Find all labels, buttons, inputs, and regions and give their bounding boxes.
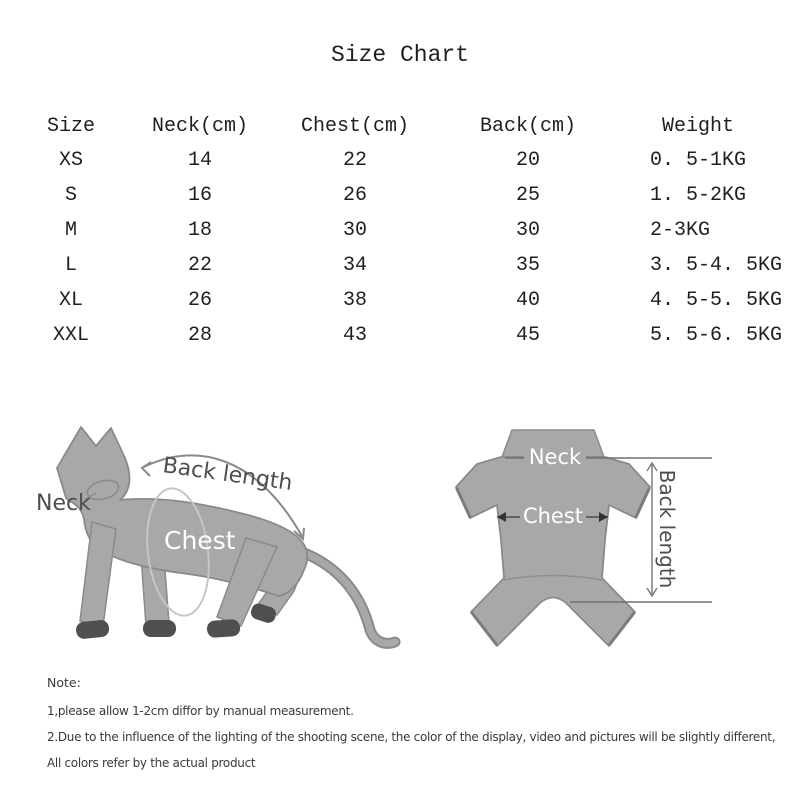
table-cell: 43 [342, 324, 367, 347]
table-cell: M [64, 219, 77, 242]
garment-back-length-label: Back length [655, 469, 679, 589]
notes-section [47, 675, 797, 782]
cat-front-near-leg [80, 522, 116, 626]
table-cell: 38 [342, 289, 367, 312]
table-cell: S [64, 184, 77, 207]
table-cell: 45 [515, 324, 540, 347]
header-cell-weight: Weight [662, 114, 735, 138]
table-cell: 28 [187, 324, 212, 347]
arrowhead-icon [142, 462, 151, 476]
table-cell: 40 [515, 289, 540, 312]
table-cell: 16 [187, 184, 212, 207]
table-cell: 22 [187, 254, 212, 277]
table-cell: 5. 5-6. 5KG [650, 324, 783, 347]
table-cell: XL [58, 289, 83, 312]
table-cell: 3. 5-4. 5KG [650, 254, 783, 277]
table-cell: 1. 5-2KG [650, 184, 747, 207]
cat-tail [302, 552, 395, 643]
table-cell: 4. 5-5. 5KG [650, 289, 783, 312]
cat-front-near-paw [75, 619, 110, 639]
header-cell-neck: Neck(cm) [151, 114, 248, 138]
table-cell: XS [58, 149, 83, 172]
table-cell: 30 [515, 219, 540, 242]
garment-neck-label: Neck [528, 445, 582, 469]
cat-illustration [36, 427, 395, 643]
header-cell-chest: Chest(cm) [300, 114, 410, 138]
header-cell-size: Size [46, 114, 95, 138]
note-line: 2.Due to the influence of the lighting of the shooting scene, the color of the display, video and pictures will be slightly different, [47, 730, 776, 744]
table-cell: L [64, 254, 77, 277]
header-cell-back: Back(cm) [479, 114, 576, 138]
cat-tail-fill [302, 552, 395, 643]
table-cell: 18 [187, 219, 212, 242]
garment-chest-label: Chest [522, 504, 584, 528]
table-cell: 20 [515, 149, 540, 172]
note-line: All colors refer by the actual product [47, 756, 256, 770]
table-cell: 22 [342, 149, 367, 172]
table-cell: 30 [342, 219, 367, 242]
cat-chest-label: Chest [164, 526, 236, 555]
note-line: 1,please allow 1-2cm diffor by manual measurement. [47, 704, 354, 718]
table-cell: 25 [515, 184, 540, 207]
note-heading: Note: [47, 675, 81, 690]
table-cell: 35 [515, 254, 540, 277]
table-cell: XXL [52, 324, 89, 347]
cat-back-length-label: Back length [161, 453, 294, 497]
table-cell: 26 [342, 184, 367, 207]
table-cell: 34 [342, 254, 367, 277]
cat-front-far-paw [143, 620, 176, 637]
table-cell: 0. 5-1KG [650, 149, 747, 172]
garment-body [456, 457, 650, 646]
table-cell: 26 [187, 289, 212, 312]
garment-illustration [456, 430, 712, 646]
table-cell: 2-3KG [650, 219, 711, 242]
table-cell: 14 [187, 149, 212, 172]
cat-neck-label: Neck [36, 491, 91, 516]
cat-rear-near-paw [206, 619, 240, 638]
page-title: Size Chart [330, 42, 470, 68]
